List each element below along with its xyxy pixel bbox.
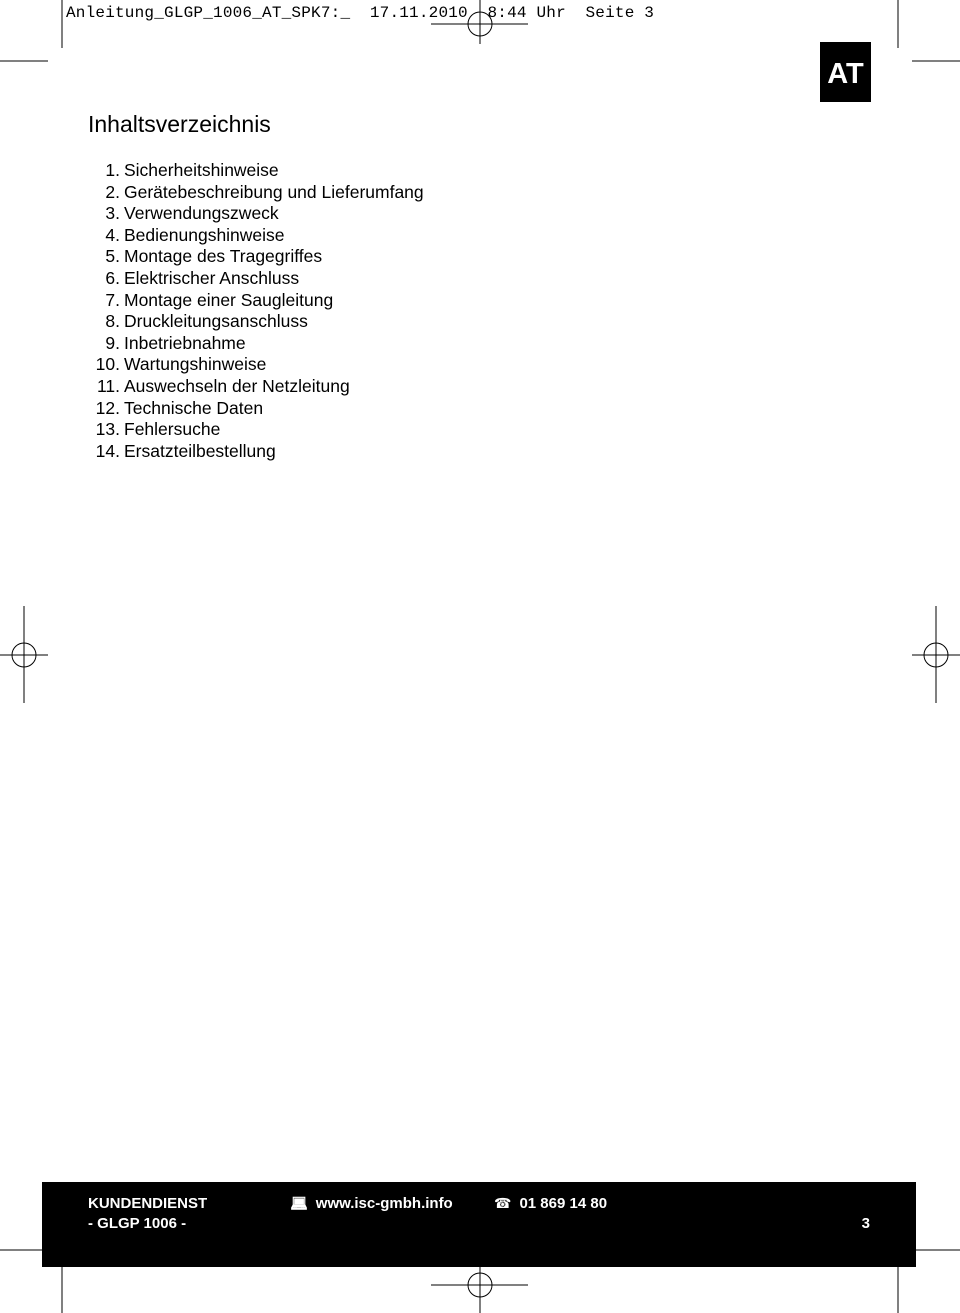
- toc-item-label: Technische Daten: [124, 397, 264, 418]
- toc-item-number: 9.: [105, 332, 120, 353]
- toc-item: [91, 268, 424, 290]
- toc-item: [91, 376, 424, 398]
- toc-item-number: 2.: [105, 181, 120, 202]
- toc-item: [91, 182, 424, 204]
- toc-item: [91, 160, 424, 182]
- telephone-icon: ☎: [494, 1195, 512, 1211]
- toc-title: Inhaltsverzeichnis: [88, 111, 271, 137]
- toc-item-label: Fehlersuche: [124, 419, 221, 440]
- toc-item: [91, 225, 424, 247]
- toc-item: [91, 311, 424, 333]
- toc-item-number: 3.: [105, 203, 120, 224]
- toc-item: [91, 398, 424, 420]
- toc-item-label: Ersatzteilbestellung: [124, 440, 276, 461]
- toc-item-number: 6.: [105, 267, 120, 288]
- phone-number: 01 869 14 80: [519, 1195, 608, 1212]
- computer-icon: 💻︎: [290, 1195, 308, 1211]
- toc-item: [91, 354, 424, 376]
- toc-item-number: 13.: [95, 419, 120, 440]
- print-slug: Anleitung_GLGP_1006_AT_SPK7:_ 17.11.2010 8:44 Uhr Seite 3: [66, 4, 655, 22]
- toc-item-number: 12.: [95, 397, 120, 418]
- toc-item: [91, 290, 424, 312]
- toc-item-label: Druckleitungsanschluss: [124, 311, 308, 332]
- toc-item: [91, 246, 424, 268]
- toc-item-number: 1.: [105, 160, 120, 180]
- service-label: KUNDENDIENST: [88, 1195, 208, 1212]
- toc-item-number: 11.: [96, 375, 120, 396]
- toc-item-label: Elektrischer Anschluss: [124, 267, 300, 288]
- toc-item: [91, 203, 424, 225]
- toc-item: [91, 419, 424, 441]
- toc-item-number: 7.: [105, 289, 120, 310]
- toc-item-number: 10.: [95, 354, 120, 375]
- table-of-contents: [91, 160, 424, 462]
- toc-item-label: Bedienungshinweise: [124, 224, 285, 245]
- toc-item-label: Montage einer Saugleitung: [124, 289, 334, 310]
- website-contact: [290, 1195, 453, 1212]
- toc-item-number: 5.: [105, 246, 120, 267]
- model-name: - GLGP 1006 -: [88, 1215, 187, 1232]
- country-badge: AT: [820, 42, 871, 102]
- website-link[interactable]: www.isc-gmbh.info: [315, 1195, 453, 1212]
- toc-item-label: Auswechseln der Netzleitung: [124, 375, 350, 396]
- toc-item-label: Wartungshinweise: [124, 354, 267, 375]
- toc-item-label: Sicherheitshinweise: [124, 160, 279, 180]
- phone-contact: [494, 1195, 607, 1212]
- page-number: 3: [861, 1215, 870, 1232]
- toc-item: [91, 333, 424, 355]
- toc-item-number: 8.: [105, 311, 120, 332]
- service-footer: [42, 1182, 916, 1267]
- toc-item: [91, 441, 424, 463]
- toc-item-label: Gerätebeschreibung und Lieferumfang: [124, 181, 424, 202]
- toc-item-label: Inbetriebnahme: [124, 332, 246, 353]
- toc-item-label: Verwendungszweck: [124, 203, 279, 224]
- toc-item-label: Montage des Tragegriffes: [124, 246, 323, 267]
- toc-item-number: 4.: [105, 224, 120, 245]
- toc-item-number: 14.: [95, 440, 120, 461]
